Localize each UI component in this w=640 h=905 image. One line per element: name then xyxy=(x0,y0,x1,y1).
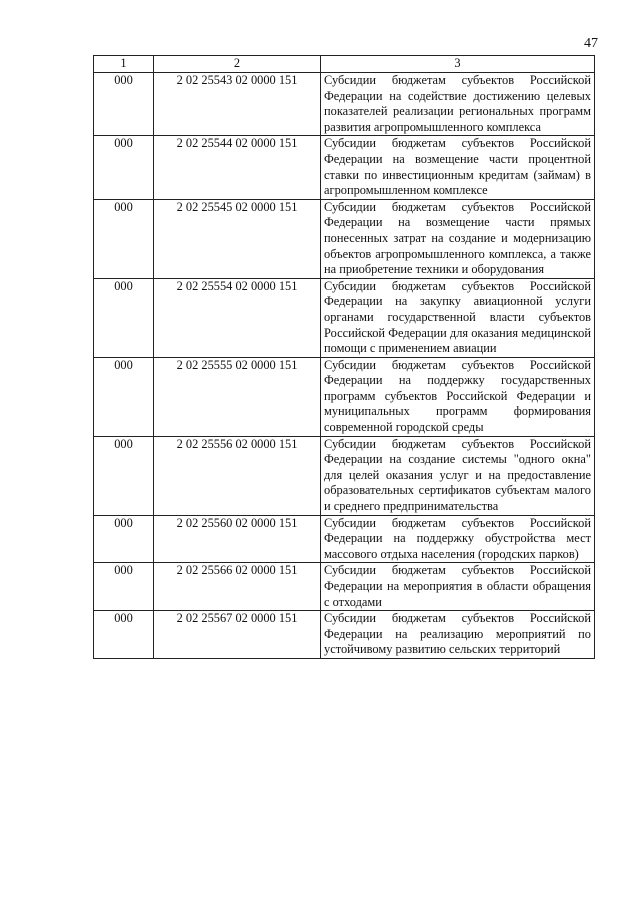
admin-code-cell: 000 xyxy=(94,278,154,357)
income-name-cell: Субсидии бюджетам субъектов Российской Федерации на возмещение части процентной ставки по инвестиционным кредитам (займам) в агропромышленном комплексе xyxy=(321,136,595,199)
income-name-cell: Субсидии бюджетам субъектов Российской Федерации на закупку авиационной услуги органами государственной власти субъектов Российской Федерации для оказания медицинской помощи с применением авиации xyxy=(321,278,595,357)
table-row xyxy=(94,611,595,659)
table-row xyxy=(94,73,595,136)
income-code-cell: 2 02 25560 02 0000 151 xyxy=(154,515,321,563)
header-row xyxy=(94,56,595,73)
income-name-cell: Субсидии бюджетам субъектов Российской Федерации на создание системы "одного окна" для целей оказания услуг и на предоставление образовательных сертификатов субъектам малого и среднего предпринимательства xyxy=(321,436,595,515)
table-row xyxy=(94,357,595,436)
income-code-cell: 2 02 25567 02 0000 151 xyxy=(154,611,321,659)
admin-code-cell: 000 xyxy=(94,199,154,278)
admin-code-cell: 000 xyxy=(94,136,154,199)
table-row xyxy=(94,199,595,278)
income-name-cell: Субсидии бюджетам субъектов Российской Федерации на поддержку обустройства мест массового отдыха населения (городских парков) xyxy=(321,515,595,563)
income-code-cell: 2 02 25566 02 0000 151 xyxy=(154,563,321,611)
table-header xyxy=(94,56,595,73)
income-code-cell: 2 02 25554 02 0000 151 xyxy=(154,278,321,357)
page-number: 47 xyxy=(584,36,598,51)
table-row xyxy=(94,563,595,611)
income-code-cell: 2 02 25544 02 0000 151 xyxy=(154,136,321,199)
table-row xyxy=(94,278,595,357)
admin-code-cell: 000 xyxy=(94,73,154,136)
income-name-cell: Субсидии бюджетам субъектов Российской Федерации на поддержку государственных программ субъектов Российской Федерации и муниципальных программ формирования современной городской среды xyxy=(321,357,595,436)
income-code-cell: 2 02 25555 02 0000 151 xyxy=(154,357,321,436)
table-body xyxy=(94,73,595,659)
income-name-cell: Субсидии бюджетам субъектов Российской Федерации на содействие достижению целевых показателей реализации региональных программ развития агропромышленного комплекса xyxy=(321,73,595,136)
budget-income-table xyxy=(93,55,595,659)
admin-code-cell: 000 xyxy=(94,436,154,515)
table-row xyxy=(94,436,595,515)
column-header-3: 3 xyxy=(321,56,595,73)
income-code-cell: 2 02 25556 02 0000 151 xyxy=(154,436,321,515)
table-row xyxy=(94,515,595,563)
income-code-cell: 2 02 25543 02 0000 151 xyxy=(154,73,321,136)
admin-code-cell: 000 xyxy=(94,611,154,659)
admin-code-cell: 000 xyxy=(94,357,154,436)
admin-code-cell: 000 xyxy=(94,515,154,563)
income-name-cell: Субсидии бюджетам субъектов Российской Федерации на реализацию мероприятий по устойчивому развитию сельских территорий xyxy=(321,611,595,659)
admin-code-cell: 000 xyxy=(94,563,154,611)
income-code-cell: 2 02 25545 02 0000 151 xyxy=(154,199,321,278)
column-header-2: 2 xyxy=(154,56,321,73)
column-header-1: 1 xyxy=(94,56,154,73)
income-name-cell: Субсидии бюджетам субъектов Российской Федерации на мероприятия в области обращения с отходами xyxy=(321,563,595,611)
table-row xyxy=(94,136,595,199)
income-name-cell: Субсидии бюджетам субъектов Российской Федерации на возмещение части прямых понесенных затрат на создание и модернизацию объектов агропромышленного комплекса, а также на приобретение техники и оборудования xyxy=(321,199,595,278)
